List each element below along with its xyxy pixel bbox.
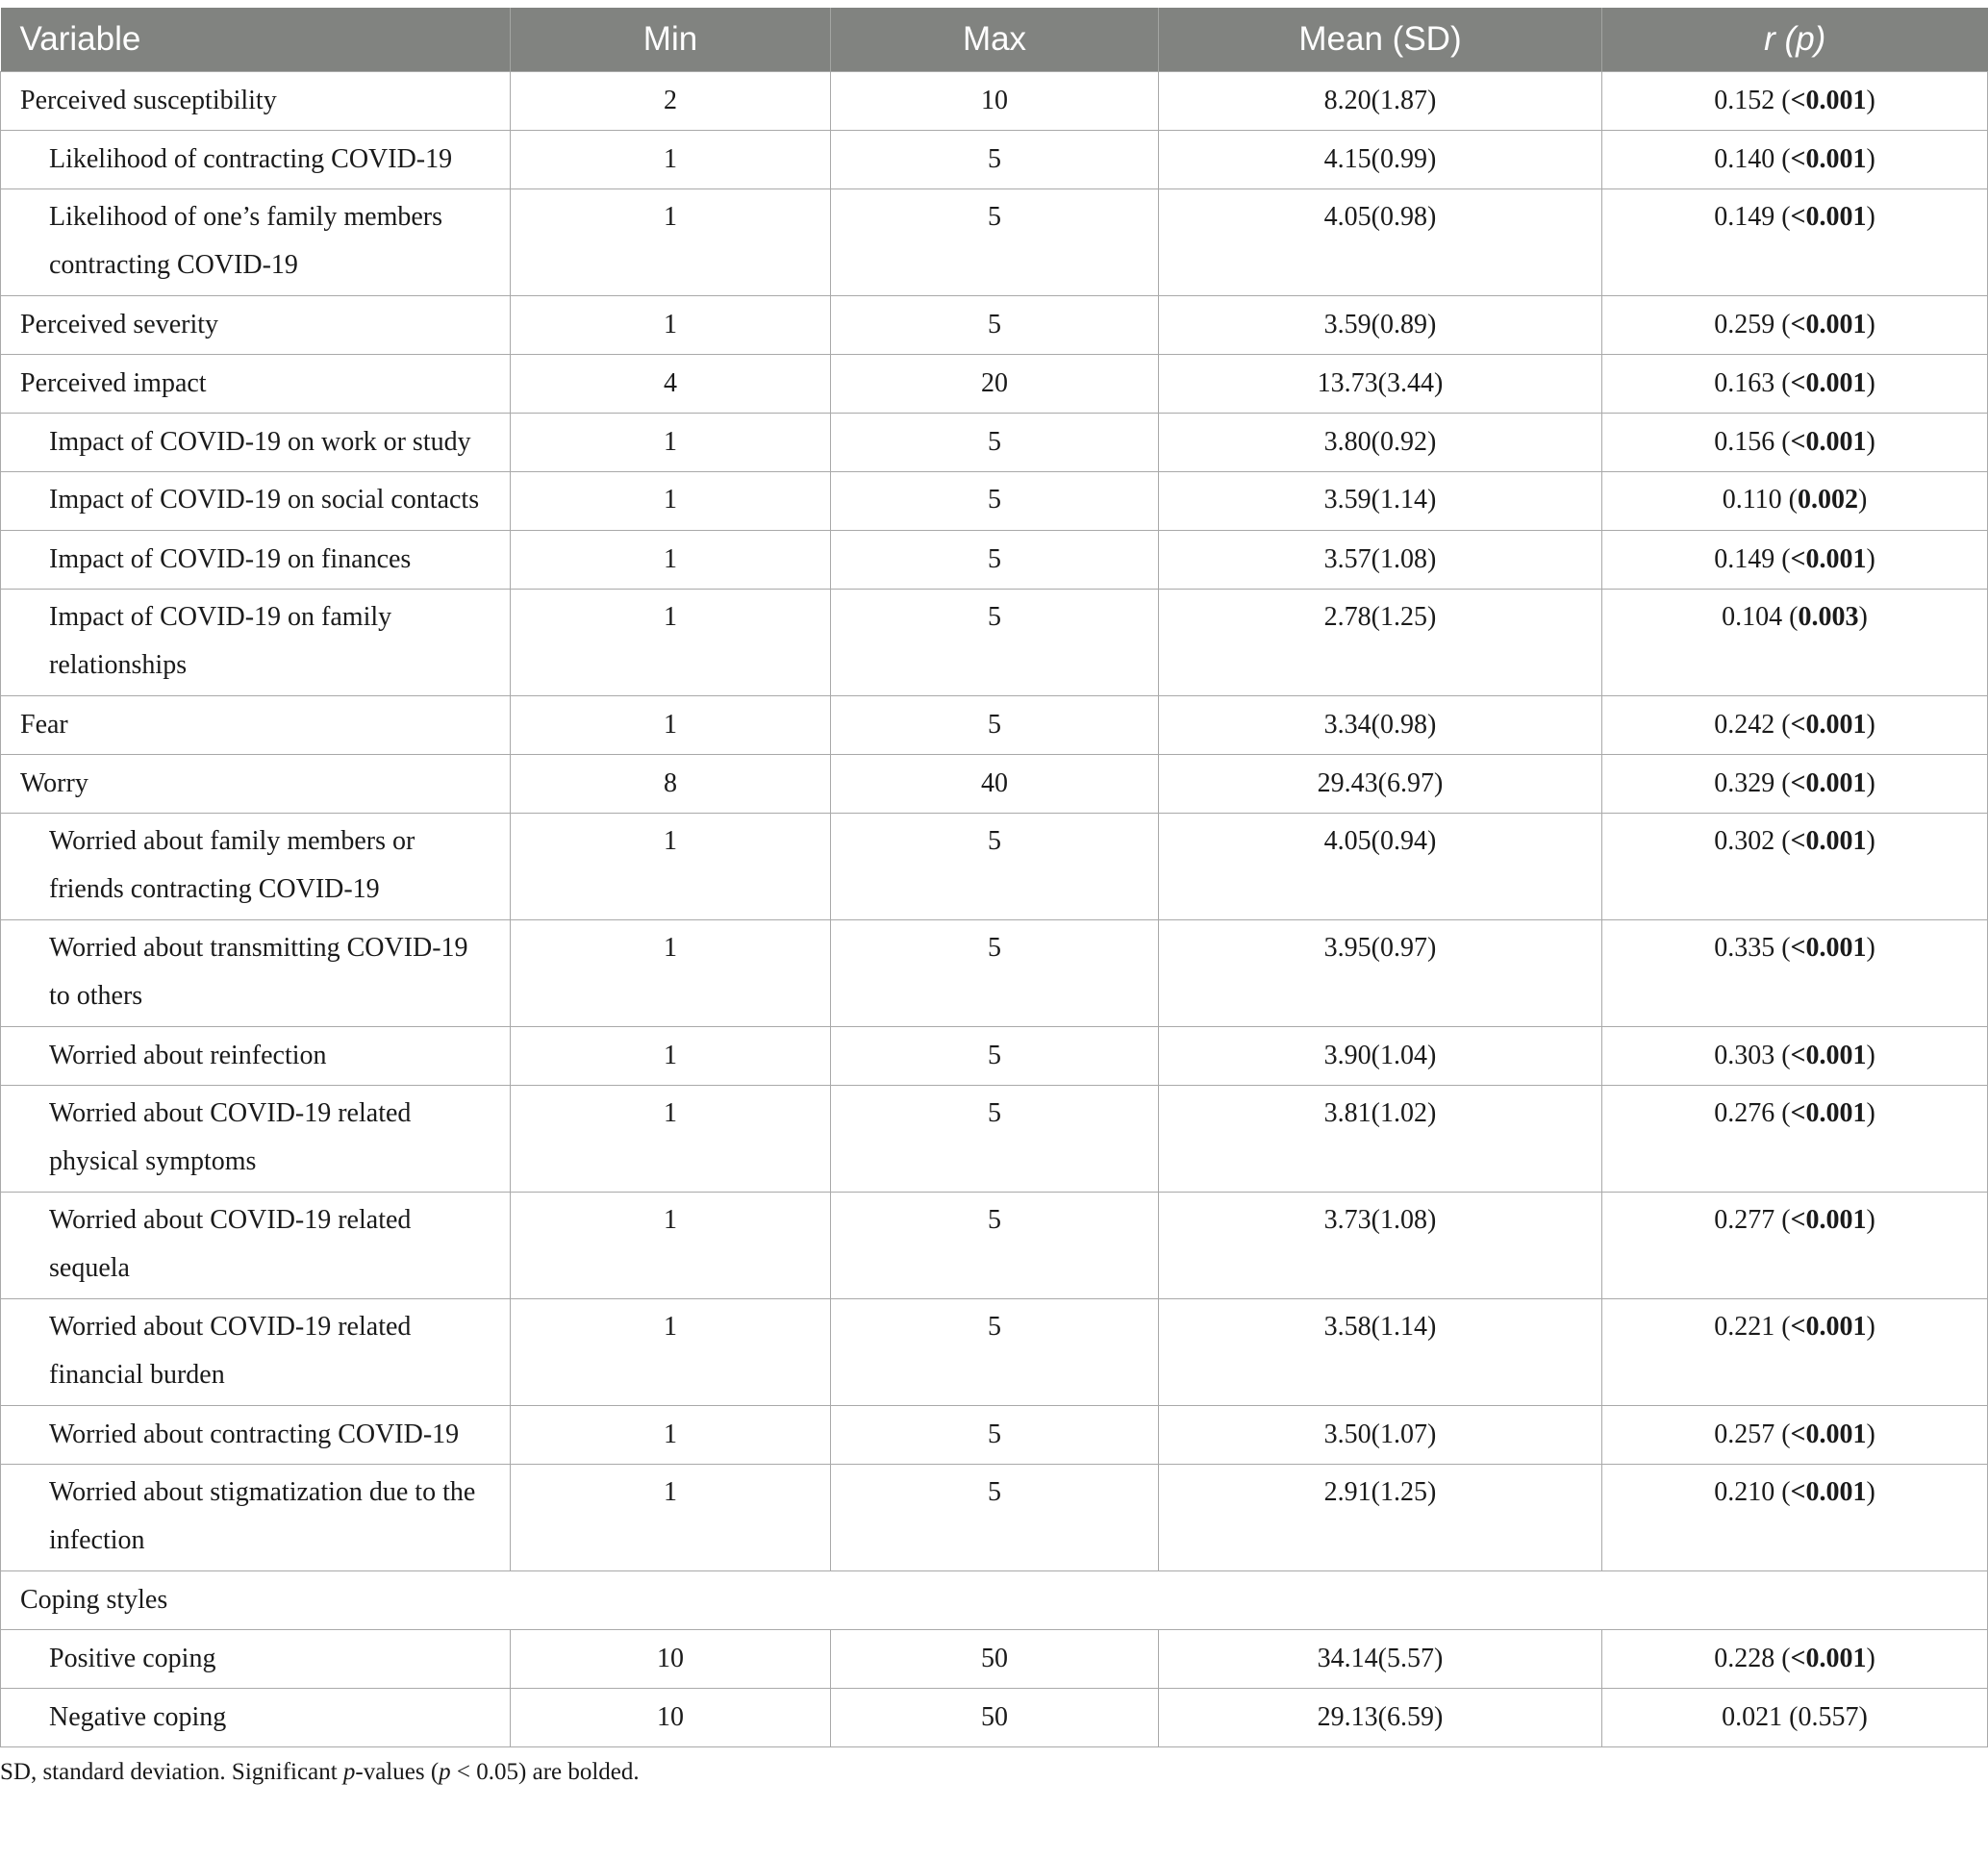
cell-variable: Worried about COVID-19 related sequela xyxy=(1,1193,511,1299)
cell-mean-sd: 34.14(5.57) xyxy=(1159,1630,1602,1689)
cell-mean-sd: 29.13(6.59) xyxy=(1159,1689,1602,1747)
cell-max: 5 xyxy=(831,1193,1159,1299)
cell-mean-sd: 3.34(0.98) xyxy=(1159,696,1602,755)
r-value: 0.156 xyxy=(1714,427,1775,457)
p-value: <0.001 xyxy=(1790,1041,1867,1070)
p-value: <0.001 xyxy=(1790,1205,1867,1235)
cell-min: 1 xyxy=(511,1299,831,1406)
table-row xyxy=(1,296,1988,355)
cell-r-p: 0.335 (<0.001) xyxy=(1602,920,1988,1027)
footnote-p-italic: p xyxy=(342,1759,356,1785)
cell-min: 1 xyxy=(511,1086,831,1193)
p-value: <0.001 xyxy=(1790,1419,1867,1449)
cell-variable: Worried about transmitting COVID-19 to others xyxy=(1,920,511,1027)
cell-r-p: 0.276 (<0.001) xyxy=(1602,1086,1988,1193)
cell-variable: Impact of COVID-19 on work or study xyxy=(1,414,511,472)
cell-variable: Likelihood of one’s family members contracting COVID-19 xyxy=(1,189,511,296)
cell-max: 5 xyxy=(831,296,1159,355)
table-page xyxy=(0,8,1988,1786)
cell-r-p: 0.221 (<0.001) xyxy=(1602,1299,1988,1406)
cell-min: 1 xyxy=(511,920,831,1027)
table-row xyxy=(1,1630,1988,1689)
r-value: 0.149 xyxy=(1714,544,1775,574)
cell-max: 5 xyxy=(831,531,1159,590)
cell-variable: Fear xyxy=(1,696,511,755)
r-value: 0.149 xyxy=(1714,202,1775,232)
cell-max: 5 xyxy=(831,189,1159,296)
r-value: 0.259 xyxy=(1714,310,1775,339)
footnote-mid: -values ( xyxy=(355,1759,440,1785)
cell-max: 5 xyxy=(831,1299,1159,1406)
cell-mean-sd: 3.57(1.08) xyxy=(1159,531,1602,590)
r-value: 0.257 xyxy=(1714,1419,1775,1449)
cell-variable: Positive coping xyxy=(1,1630,511,1689)
p-value: <0.001 xyxy=(1790,202,1867,232)
cell-mean-sd: 29.43(6.97) xyxy=(1159,755,1602,814)
cell-max: 5 xyxy=(831,1406,1159,1465)
table-row xyxy=(1,696,1988,755)
table-row xyxy=(1,414,1988,472)
r-value: 0.242 xyxy=(1714,710,1775,740)
p-value: <0.001 xyxy=(1790,710,1867,740)
cell-variable: Impact of COVID-19 on family relationships xyxy=(1,590,511,696)
cell-min: 1 xyxy=(511,1465,831,1571)
p-value: <0.001 xyxy=(1790,544,1867,574)
cell-mean-sd: 4.05(0.98) xyxy=(1159,189,1602,296)
p-value: <0.001 xyxy=(1790,310,1867,339)
r-value: 0.210 xyxy=(1714,1477,1775,1507)
cell-min: 1 xyxy=(511,296,831,355)
r-value: 0.276 xyxy=(1714,1098,1775,1128)
cell-mean-sd: 3.95(0.97) xyxy=(1159,920,1602,1027)
table-row xyxy=(1,1465,1988,1571)
p-value: <0.001 xyxy=(1790,1477,1867,1507)
cell-max: 5 xyxy=(831,472,1159,531)
table-row xyxy=(1,1299,1988,1406)
cell-variable: Worried about stigmatization due to the infection xyxy=(1,1465,511,1571)
p-value: <0.001 xyxy=(1790,933,1867,963)
table-row xyxy=(1,920,1988,1027)
header-row xyxy=(1,8,1988,72)
cell-min: 10 xyxy=(511,1630,831,1689)
cell-variable: Worried about contracting COVID-19 xyxy=(1,1406,511,1465)
cell-min: 1 xyxy=(511,1406,831,1465)
table-row xyxy=(1,590,1988,696)
cell-min: 1 xyxy=(511,189,831,296)
cell-variable: Worried about reinfection xyxy=(1,1027,511,1086)
footnote-tail: < 0.05) are bolded. xyxy=(450,1759,640,1785)
table-row xyxy=(1,1406,1988,1465)
table-row xyxy=(1,814,1988,920)
r-value: 0.277 xyxy=(1714,1205,1775,1235)
cell-r-p: 0.156 (<0.001) xyxy=(1602,414,1988,472)
cell-variable: Negative coping xyxy=(1,1689,511,1747)
cell-r-p: 0.329 (<0.001) xyxy=(1602,755,1988,814)
cell-variable: Impact of COVID-19 on finances xyxy=(1,531,511,590)
cell-min: 1 xyxy=(511,531,831,590)
cell-variable: Worried about COVID-19 related physical symptoms xyxy=(1,1086,511,1193)
cell-r-p: 0.140 (<0.001) xyxy=(1602,131,1988,189)
header-max: Max xyxy=(831,8,1159,72)
cell-variable: Perceived impact xyxy=(1,355,511,414)
table-row xyxy=(1,531,1988,590)
cell-max: 5 xyxy=(831,696,1159,755)
p-value: 0.002 xyxy=(1797,485,1858,515)
cell-mean-sd: 3.59(0.89) xyxy=(1159,296,1602,355)
cell-r-p: 0.210 (<0.001) xyxy=(1602,1465,1988,1571)
r-value: 0.152 xyxy=(1714,86,1775,115)
table-row xyxy=(1,755,1988,814)
p-value: <0.001 xyxy=(1790,1312,1867,1342)
table-body xyxy=(1,72,1988,1747)
cell-min: 1 xyxy=(511,414,831,472)
cell-max: 40 xyxy=(831,755,1159,814)
cell-max: 20 xyxy=(831,355,1159,414)
cell-max: 5 xyxy=(831,920,1159,1027)
cell-min: 8 xyxy=(511,755,831,814)
cell-r-p: 0.242 (<0.001) xyxy=(1602,696,1988,755)
cell-max: 50 xyxy=(831,1689,1159,1747)
p-value: 0.557 xyxy=(1798,1702,1859,1732)
cell-mean-sd: 4.15(0.99) xyxy=(1159,131,1602,189)
table-row xyxy=(1,131,1988,189)
cell-min: 4 xyxy=(511,355,831,414)
p-value: 0.003 xyxy=(1798,602,1859,632)
cell-r-p: 0.104 (0.003) xyxy=(1602,590,1988,696)
cell-min: 1 xyxy=(511,1193,831,1299)
descriptive-statistics-table xyxy=(0,8,1988,1747)
table-row xyxy=(1,472,1988,531)
cell-max: 5 xyxy=(831,131,1159,189)
cell-min: 1 xyxy=(511,131,831,189)
footnote-p-italic-2: p xyxy=(439,1759,451,1785)
table-row xyxy=(1,1689,1988,1747)
table-row xyxy=(1,355,1988,414)
cell-min: 1 xyxy=(511,1027,831,1086)
footnote-lead: SD, standard deviation. Significant xyxy=(0,1759,343,1785)
r-value: 0.221 xyxy=(1714,1312,1775,1342)
cell-min: 1 xyxy=(511,590,831,696)
cell-max: 5 xyxy=(831,590,1159,696)
cell-r-p: 0.277 (<0.001) xyxy=(1602,1193,1988,1299)
header-r-p: r (p) xyxy=(1602,8,1988,72)
cell-min: 1 xyxy=(511,472,831,531)
r-value: 0.104 xyxy=(1722,602,1783,632)
cell-mean-sd: 3.73(1.08) xyxy=(1159,1193,1602,1299)
section-label: Coping styles xyxy=(1,1571,1988,1630)
cell-mean-sd: 3.59(1.14) xyxy=(1159,472,1602,531)
cell-r-p: 0.149 (<0.001) xyxy=(1602,531,1988,590)
p-value: <0.001 xyxy=(1790,144,1867,174)
header-variable: Variable xyxy=(1,8,511,72)
cell-min: 1 xyxy=(511,696,831,755)
r-value: 0.140 xyxy=(1714,144,1775,174)
table-row xyxy=(1,1571,1988,1630)
r-value: 0.329 xyxy=(1714,768,1775,798)
cell-variable: Impact of COVID-19 on social contacts xyxy=(1,472,511,531)
p-value: <0.001 xyxy=(1790,768,1867,798)
cell-variable: Worried about family members or friends contracting COVID-19 xyxy=(1,814,511,920)
cell-mean-sd: 13.73(3.44) xyxy=(1159,355,1602,414)
table-row xyxy=(1,1086,1988,1193)
cell-r-p: 0.021 (0.557) xyxy=(1602,1689,1988,1747)
cell-min: 2 xyxy=(511,72,831,131)
cell-max: 5 xyxy=(831,814,1159,920)
cell-mean-sd: 3.58(1.14) xyxy=(1159,1299,1602,1406)
cell-mean-sd: 3.80(0.92) xyxy=(1159,414,1602,472)
cell-variable: Worry xyxy=(1,755,511,814)
p-value: <0.001 xyxy=(1790,826,1867,856)
cell-variable: Likelihood of contracting COVID-19 xyxy=(1,131,511,189)
table-row xyxy=(1,1027,1988,1086)
cell-r-p: 0.149 (<0.001) xyxy=(1602,189,1988,296)
cell-max: 5 xyxy=(831,1027,1159,1086)
table-footnote xyxy=(0,1759,1988,1786)
cell-r-p: 0.163 (<0.001) xyxy=(1602,355,1988,414)
table-row xyxy=(1,72,1988,131)
cell-max: 5 xyxy=(831,414,1159,472)
cell-variable: Perceived susceptibility xyxy=(1,72,511,131)
cell-r-p: 0.257 (<0.001) xyxy=(1602,1406,1988,1465)
r-value: 0.303 xyxy=(1714,1041,1775,1070)
cell-r-p: 0.303 (<0.001) xyxy=(1602,1027,1988,1086)
cell-variable: Worried about COVID-19 related financial burden xyxy=(1,1299,511,1406)
cell-r-p: 0.228 (<0.001) xyxy=(1602,1630,1988,1689)
r-value: 0.302 xyxy=(1714,826,1775,856)
header-min: Min xyxy=(511,8,831,72)
cell-mean-sd: 2.78(1.25) xyxy=(1159,590,1602,696)
r-value: 0.110 xyxy=(1722,485,1782,515)
cell-max: 5 xyxy=(831,1086,1159,1193)
cell-mean-sd: 3.81(1.02) xyxy=(1159,1086,1602,1193)
r-value: 0.335 xyxy=(1714,933,1775,963)
cell-min: 10 xyxy=(511,1689,831,1747)
header-mean-sd: Mean (SD) xyxy=(1159,8,1602,72)
cell-max: 10 xyxy=(831,72,1159,131)
cell-r-p: 0.152 (<0.001) xyxy=(1602,72,1988,131)
r-value: 0.228 xyxy=(1714,1644,1775,1673)
r-value: 0.021 xyxy=(1722,1702,1783,1732)
cell-max: 5 xyxy=(831,1465,1159,1571)
cell-mean-sd: 2.91(1.25) xyxy=(1159,1465,1602,1571)
cell-mean-sd: 8.20(1.87) xyxy=(1159,72,1602,131)
p-value: <0.001 xyxy=(1790,86,1867,115)
cell-mean-sd: 4.05(0.94) xyxy=(1159,814,1602,920)
table-header xyxy=(1,8,1988,72)
cell-min: 1 xyxy=(511,814,831,920)
p-value: <0.001 xyxy=(1790,368,1867,398)
cell-r-p: 0.259 (<0.001) xyxy=(1602,296,1988,355)
p-value: <0.001 xyxy=(1790,1098,1867,1128)
cell-variable: Perceived severity xyxy=(1,296,511,355)
table-row xyxy=(1,1193,1988,1299)
cell-max: 50 xyxy=(831,1630,1159,1689)
p-value: <0.001 xyxy=(1790,1644,1867,1673)
p-value: <0.001 xyxy=(1790,427,1867,457)
cell-r-p: 0.302 (<0.001) xyxy=(1602,814,1988,920)
cell-mean-sd: 3.50(1.07) xyxy=(1159,1406,1602,1465)
cell-r-p: 0.110 (0.002) xyxy=(1602,472,1988,531)
cell-mean-sd: 3.90(1.04) xyxy=(1159,1027,1602,1086)
r-value: 0.163 xyxy=(1714,368,1775,398)
table-row xyxy=(1,189,1988,296)
